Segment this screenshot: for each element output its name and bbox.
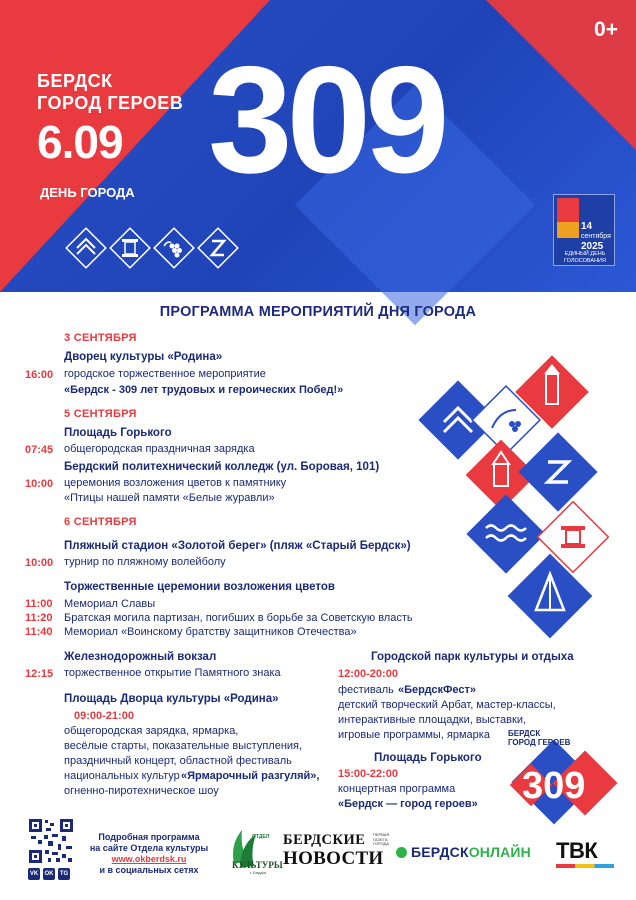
venue-gorky-square: Площадь Горького — [374, 752, 482, 764]
social-links — [28, 868, 73, 880]
program-title: ПРОГРАММА МЕРОПРИЯТИЙ ДНЯ ГОРОДА — [159, 304, 477, 320]
event-desc: общегородская праздничная зарядка — [64, 443, 255, 455]
column-icon — [108, 226, 152, 270]
venue-gorky-square: Площадь Горького — [64, 427, 172, 439]
event-date: 6.09 — [37, 116, 123, 168]
mosaic-decoration — [420, 360, 636, 650]
venue-polytech-college: Бердский политехнический колледж (ул. Боровая, 101) — [64, 461, 380, 473]
vote-label — [556, 251, 614, 265]
time-11-00: 11:00 — [25, 598, 53, 610]
city-309-logo — [502, 726, 632, 826]
event-desc: детский творческий Арбат, мастер-классы, — [338, 699, 556, 711]
motherland-emblem-icon — [557, 198, 579, 238]
culture-dept-logo — [226, 824, 283, 876]
dot-icon — [396, 847, 407, 858]
ceremony-place: Мемориал Славы — [64, 598, 156, 610]
event-desc: интерактивные площадки, выставки, — [338, 714, 527, 726]
event-desc: турнир по пляжному волейболу — [64, 556, 226, 568]
event-desc: концертная программа — [338, 783, 456, 795]
time-11-40: 11:40 — [25, 626, 53, 638]
time-16-00: 16:00 — [25, 369, 54, 381]
date-header-sep5: 5 СЕНТЯБРЯ — [64, 408, 137, 420]
logo-line-1: БЕРДСК — [508, 729, 541, 738]
event-desc: «Птицы нашей памяти «Белые журавли» — [64, 492, 275, 504]
time-10-00: 10:00 — [25, 478, 54, 490]
kultura-city: г. Бердск — [250, 870, 267, 875]
online-logo-part-1: БЕРДСК — [411, 844, 469, 860]
event-desc: огненно-пиротехническое шоу — [64, 785, 219, 797]
event-desc: весёлые старты, показательные выступления, — [64, 740, 303, 752]
anniversary-number: 309 — [208, 35, 444, 205]
festival-name: «Ярмарочный разгуляй», — [181, 770, 320, 782]
logo-number: 309 — [522, 765, 586, 807]
election-badge — [553, 194, 615, 266]
event-desc: общегородская зарядка, ярмарка, — [64, 725, 239, 737]
logo-line-2: ГОРОД ГЕРОЕВ — [508, 738, 571, 747]
berdsk-news-logo — [283, 832, 395, 874]
time-11-20: 11:20 — [25, 612, 53, 624]
vote-label-1: ЕДИНЫЙ ДЕНЬ — [564, 251, 606, 257]
time-15-00-22-00: 15:00-22:00 — [338, 768, 398, 780]
time-12-15: 12:15 — [25, 668, 54, 680]
more-info — [84, 832, 214, 876]
event-desc: фестиваль — [338, 684, 394, 696]
day-label: ДЕНЬ ГОРОДА — [40, 185, 135, 200]
vote-month: сентября — [581, 233, 611, 240]
time-10-00: 10:00 — [25, 557, 54, 569]
info-line-1: Подробная программа — [98, 832, 200, 842]
event-desc: торжественное открытие Памятного знака — [64, 667, 281, 679]
event-desc: городское торжественное мероприятие — [64, 368, 266, 380]
event-desc: праздничный концерт, областной фестиваль — [64, 755, 292, 767]
venue-flower-ceremonies: Торжественные церемонии возложения цветов — [64, 581, 335, 593]
event-desc: игровые программы, ярмарка — [338, 729, 490, 741]
venue-beach-stadium: Пляжный стадион «Золотой берег» (пляж «Старый Бердск») — [64, 540, 411, 552]
telegram-icon[interactable]: TG — [58, 868, 70, 880]
vote-label-2: ГОЛОСОВАНИЯ — [564, 258, 606, 264]
berdsk-online-logo — [396, 844, 531, 860]
news-logo-line-2: НОВОСТИ — [283, 848, 384, 869]
city-name — [37, 70, 183, 114]
tvk-logo: ТВК — [556, 838, 598, 863]
ok-icon[interactable]: OK — [43, 868, 55, 880]
time-12-00-20-00: 12:00-20:00 — [338, 668, 398, 680]
kultura-top: ОТДЕЛ — [252, 834, 270, 840]
city-line-2: ГОРОД ГЕРОЕВ — [37, 93, 184, 113]
date-header-sep6: 6 СЕНТЯБРЯ — [64, 516, 137, 528]
info-line-3: и в социальных сетях — [99, 865, 199, 875]
concert-name: «Бердск — город героев» — [338, 798, 478, 810]
venue-rodina-square: Площадь Дворца культуры «Родина» — [64, 693, 279, 705]
grapes-icon — [152, 226, 196, 270]
city-line-1: БЕРДСК — [37, 71, 113, 91]
time-09-00-21-00: 09:00-21:00 — [74, 710, 134, 722]
news-logo-tagline: ПЕРВАЯ ГАЗЕТА ГОРОДА — [373, 832, 390, 846]
website-link[interactable]: www.okberdsk.ru — [111, 854, 187, 864]
vote-day: 14 — [581, 221, 593, 232]
kultura-main: КУЛЬТУРЫ — [232, 860, 283, 870]
date-header-sep3: 3 СЕНТЯБРЯ — [64, 332, 137, 344]
event-title: «Бердск - 309 лет трудовых и героических Побед!» — [64, 384, 344, 396]
qr-code[interactable] — [28, 818, 74, 864]
venue-city-park: Городской парк культуры и отдыха — [371, 651, 574, 663]
venue-rodina: Дворец культуры «Родина» — [64, 351, 223, 363]
ceremony-place: Мемориал «Воинскому братству защитников Отечества» — [64, 626, 357, 638]
tile-waves-icon — [466, 494, 545, 573]
info-line-2: на сайте Отдела культуры — [89, 843, 209, 853]
event-desc: национальных культур — [64, 770, 180, 782]
tile-z-icon — [518, 432, 597, 511]
vote-year: 2025 — [581, 241, 604, 252]
news-logo-line-1: БЕРДСКИЕ — [283, 832, 366, 848]
tvk-color-bar — [556, 864, 614, 868]
venue-railway-station: Железнодорожный вокзал — [64, 651, 217, 663]
festival-name: «БердскФест» — [398, 684, 477, 696]
time-07-45: 07:45 — [25, 444, 54, 456]
ceremony-place: Братская могила партизан, погибших в борьбе за Советскую власть — [64, 612, 413, 624]
header-banner — [0, 0, 636, 292]
online-logo-part-2: ОНЛАЙН — [468, 844, 531, 860]
event-desc: церемония возложения цветов к памятнику — [64, 477, 287, 489]
z-letter-icon — [196, 226, 240, 270]
age-rating: 0+ — [594, 18, 618, 41]
vk-icon[interactable]: VK — [28, 868, 40, 880]
chevrons-icon — [64, 226, 108, 270]
